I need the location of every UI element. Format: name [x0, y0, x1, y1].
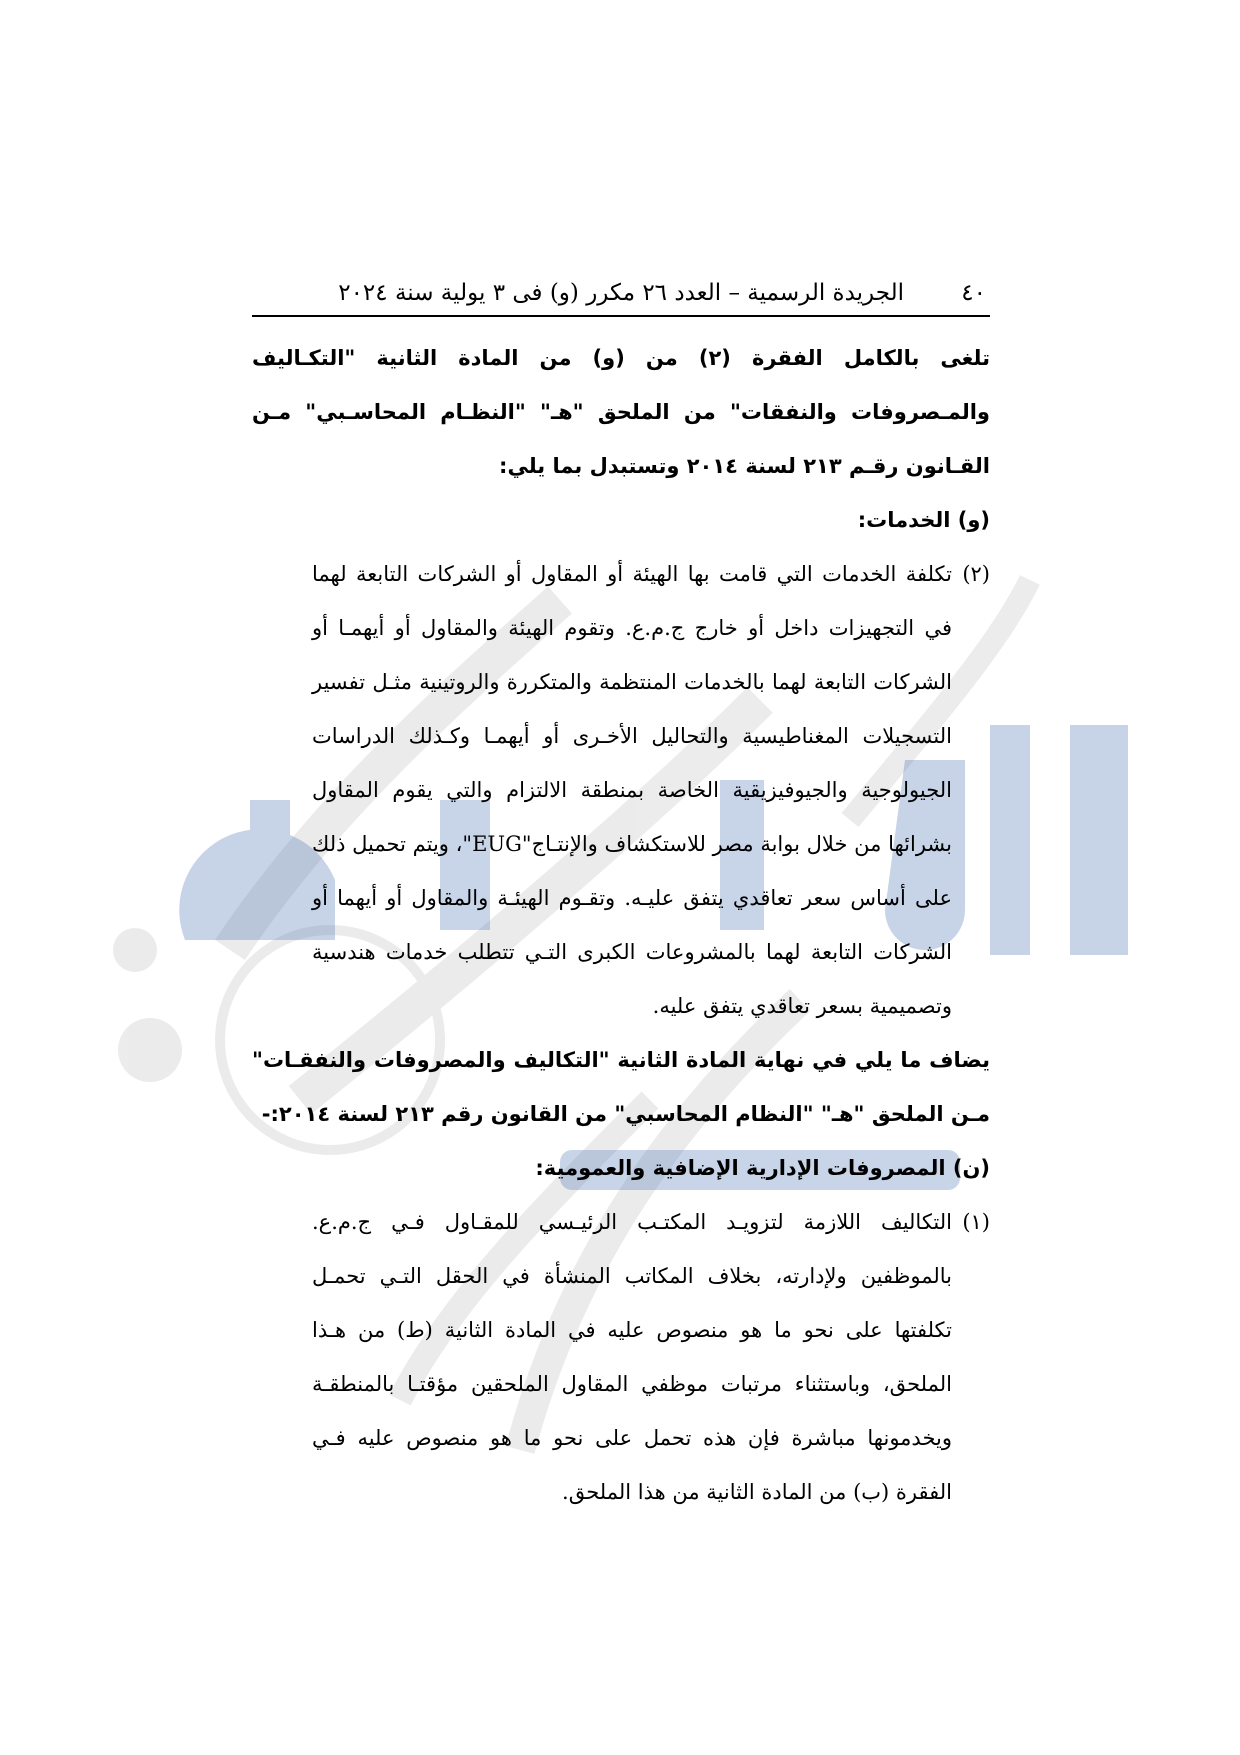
item-text: التكاليف اللازمة لتزويـد المكتـب الرئيـسي للمقـاول فـي ج.م.ع. بالموظفين ولإدارته، بخلاف المكاتب المنشأة في الحقل التـي تحمـل تكلفتها على نحو ما هو منصوص عليه في المادة الثانية (ط) من هـذا الملحق، وباستثناء مرتبات موظفي المقاول الملحقين مؤقتـا بالمنطقـة ويخدمونها مباشرة فإن هذه تحمل على نحو ما هو منصوص عليه فـي الفقرة (ب) من المادة الثانية من هذا الملحق. — [312, 1210, 952, 1504]
page-number: ٤٠ — [961, 280, 986, 306]
section-heading-admin-expenses: (ن) المصروفات الإدارية الإضافية والعمومية: — [535, 1156, 990, 1180]
page-header — [252, 280, 990, 317]
section-heading-services: (و) الخدمات: — [857, 508, 990, 532]
item-number: (١) — [962, 1210, 990, 1234]
amendment-paragraph-2: يضاف ما يلي في نهاية المادة الثانية "التكاليف والمصروفات والنفقـات" مـن الملحق "هـ" "النظام المحاسبي" من القانون رقم ٢١٣ لسنة ٢٠١٤:- — [252, 1048, 990, 1126]
item-number: (٢) — [962, 562, 990, 586]
item-text: تكلفة الخدمات التي قامت بها الهيئة أو المقاول أو الشركات التابعة لهما في التجهيزات داخل أو خارج ج.م.ع. وتقوم الهيئة والمقاول أو أيهمـا أو الشركات التابعة لهما بالخدمات المنتظمة والمتكررة والروتينية مثـل تفسير التسجيلات المغناطيسية والتحاليل الأخـرى أو أيهمـا وكـذلك الدراسات الجيولوجية والجيوفيزيقية الخاصة بمنطقة الالتزام والتي يقوم المقاول بشرائها من خلال بوابة مصر للاستكشاف والإنتـاج"EUG"، ويتم تحميل ذلك على أساس سعر تعاقدي يتفق عليـه. وتقـوم الهيئـة والمقاول أو أيهما أو الشركات التابعة لهما بالمشروعات الكبرى التـي تتطلب خدمات هندسية وتصميمية بسعر تعاقدي يتفق عليه. — [312, 562, 952, 1018]
list-item-services-2 — [312, 547, 990, 1033]
amendment-paragraph-1: تلغى بالكامل الفقرة (٢) من (و) من المادة الثانية "التكـاليف والمـصروفات والنفقات" من الملحق "هـ" "النظـام المحاسـبي" مـن القـانون رقـم ٢١٣ لسنة ٢٠١٤ وتستبدل بما يلي: — [252, 346, 990, 478]
running-title: الجريدة الرسمية – العدد ٢٦ مكرر (و) فى ٣ يولية سنة ٢٠٢٤ — [338, 280, 904, 306]
list-item-admin-1 — [312, 1195, 990, 1519]
watermark-bar — [1070, 725, 1128, 955]
document-page — [252, 280, 990, 1519]
